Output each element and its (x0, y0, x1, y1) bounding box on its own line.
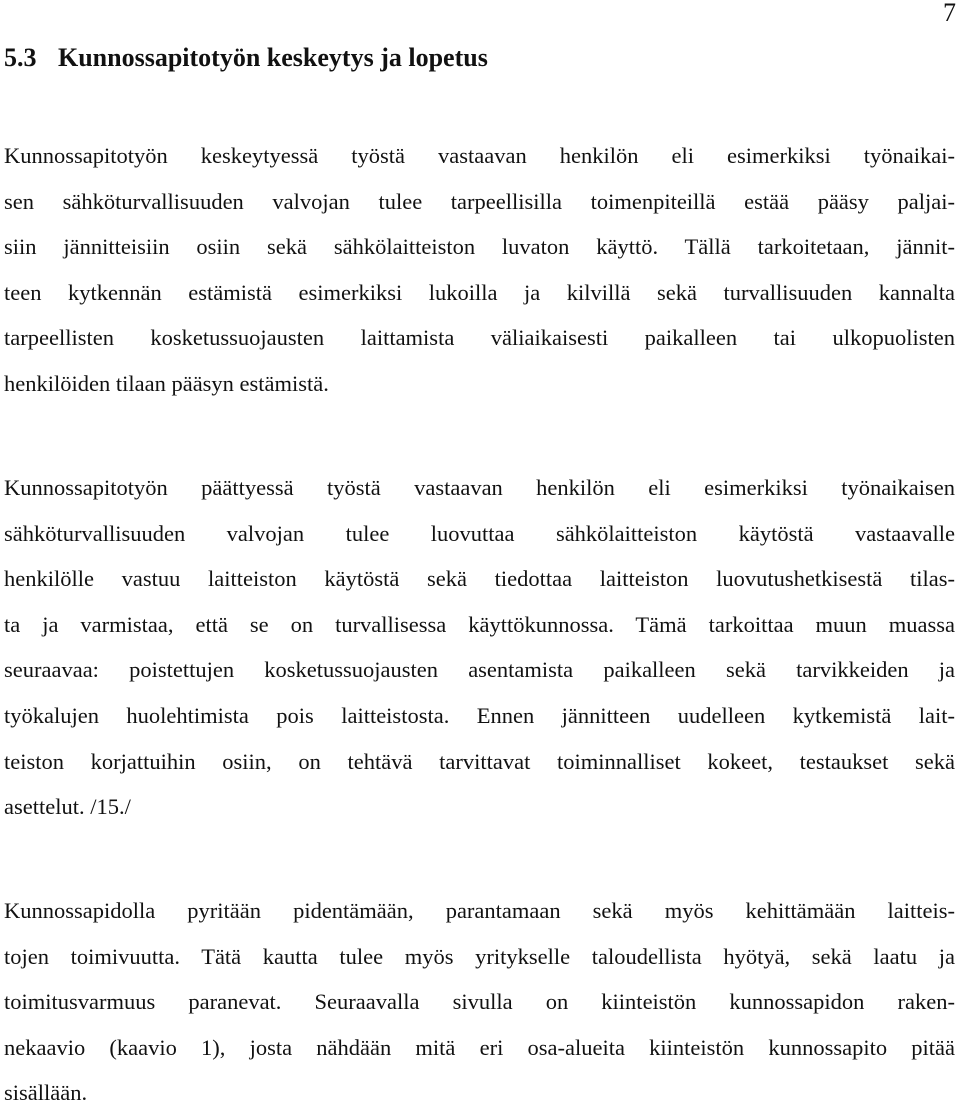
text-line: toimitusvarmuus paranevat. Seuraavalla sivulla on kiinteistön kunnossapidon raken- (4, 989, 955, 1015)
text-line: nekaavio (kaavio 1), josta nähdään mitä eri osa-alueita kiinteistön kunnossapito pitää (4, 1034, 955, 1060)
text-line: tojen toimivuutta. Tätä kautta tulee myös yritykselle taloudellista hyötyä, sekä laatu ja (4, 943, 955, 969)
text-line: sisällään. (4, 1080, 88, 1106)
text-line: tarpeellisten kosketussuojausten laittamista väliaikaisesti paikalleen tai ulkopuolisten (4, 325, 955, 351)
text-line: siin jännitteisiin osiin sekä sähkölaitteiston luvaton käyttö. Tällä tarkoitetaan, jännit- (4, 234, 955, 260)
text-line: Kunnossapidolla pyritään pidentämään, parantamaan sekä myös kehittämään laitteis- (4, 898, 955, 923)
text-line: asettelut. /15./ (4, 794, 131, 820)
text-line: Kunnossapitotyön päättyessä työstä vastaavan henkilön eli esimerkiksi työnaikaisen (4, 475, 955, 500)
paragraph-3 (4, 888, 955, 1116)
page-number: 7 (943, 0, 956, 27)
section-title: Kunnossapitotyön keskeytys ja lopetus (58, 43, 488, 72)
text-line: Kunnossapitotyön keskeytyessä työstä vastaavan henkilön eli esimerkiksi työnaikai- (4, 143, 955, 168)
text-line: henkilölle vastuu laitteiston käytöstä sekä tiedottaa laitteiston luovutushetkisestä tilas- (4, 566, 955, 592)
text-line: henkilöiden tilaan pääsyn estämistä. (4, 370, 329, 396)
text-line: sen sähköturvallisuuden valvojan tulee tarpeellisilla toimenpiteillä estää pääsy paljai- (4, 188, 955, 214)
text-line: teiston korjattuihin osiin, on tehtävä tarvittavat toiminnalliset kokeet, testaukset sekä (4, 748, 955, 774)
text-line: työkalujen huolehtimista pois laitteistosta. Ennen jännitteen uudelleen kytkemistä lait- (4, 702, 955, 728)
text-line: ta ja varmistaa, että se on turvallisessa käyttökunnossa. Tämä tarkoittaa muun muassa (4, 611, 955, 637)
section-heading (4, 42, 488, 74)
text-line: sähköturvallisuuden valvojan tulee luovuttaa sähkölaitteiston käytöstä vastaavalle (4, 520, 955, 546)
paragraph-1 (4, 133, 955, 407)
section-number: 5.3 (4, 43, 37, 72)
paragraph-2 (4, 465, 955, 830)
text-line: seuraavaa: poistettujen kosketussuojausten asentamista paikalleen sekä tarvikkeiden ja (4, 657, 955, 683)
text-line: teen kytkennän estämistä esimerkiksi lukoilla ja kilvillä sekä turvallisuuden kannalta (4, 279, 955, 305)
